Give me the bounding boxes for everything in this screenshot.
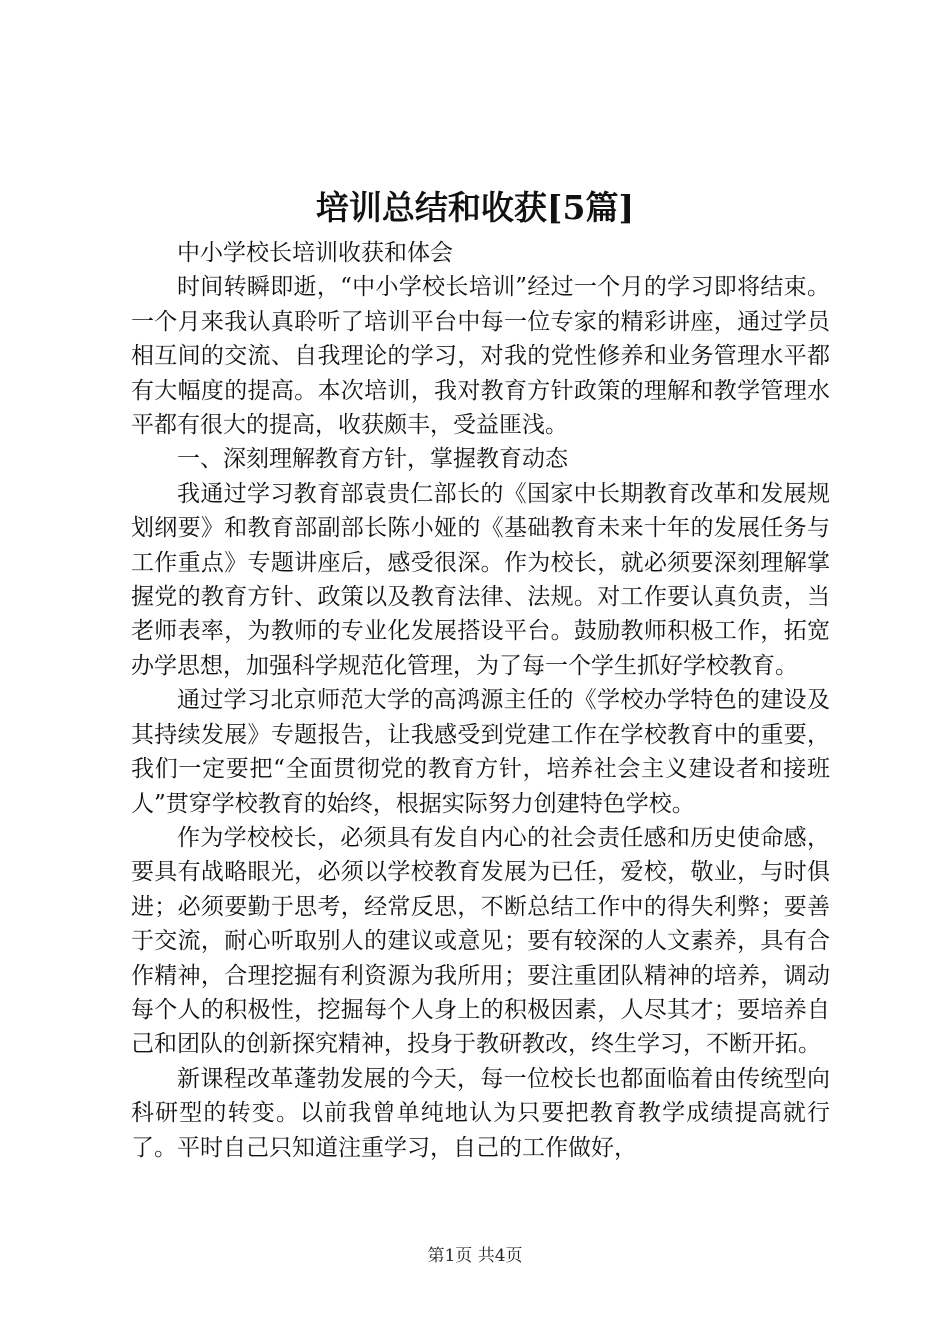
paragraph: 通过学习北京师范大学的高鸿源主任的《学校办学特色的建设及其持续发展》专题报告，让我感受到党建工作在学校教育中的重要，我们一定要把“全面贯彻党的教育方针，培养社会主义建设者和接班人”贯穿学校教育的始终，根据实际努力创建特色学校。 xyxy=(131,687,830,817)
section-heading: 一、深刻理解教育方针，掌握教育动态 xyxy=(177,446,568,473)
paragraph: 新课程改革蓬勃发展的今天，每一位校长也都面临着由传统型向科研型的转变。以前我曾单纯地认为只要把教育教学成绩提高就行了。平时自己只知道注重学习，自己的工作做好， xyxy=(131,1065,830,1161)
paragraph-intro: 时间转瞬即逝，“中小学校长培训”经过一个月的学习即将结束。一个月来我认真聆听了培训平台中每一位专家的精彩讲座，通过学员相互间的交流、自我理论的学习，对我的党性修养和业务管理水平都有大幅度的提高。本次培训，我对教育方针政策的理解和教学管理水平都有很大的提高，收获颇丰，受益匪浅。 xyxy=(131,274,830,439)
document-title: 培训总结和收获[5篇] xyxy=(315,188,635,227)
document-body xyxy=(131,236,830,1165)
page-footer: 第1页 共4页 xyxy=(427,1246,523,1266)
paragraph: 我通过学习教育部袁贵仁部长的《国家中长期教育改革和发展规划纲要》和教育部副部长陈小娅的《基础教育未来十年的发展任务与工作重点》专题讲座后，感受很深。作为校长，就必须要深刻理解掌握党的教育方针、政策以及教育法律、法规。对工作要认真负责，当老师表率，为教师的专业化发展搭设平台。鼓励教师积极工作，拓宽办学思想，加强科学规范化管理，为了每一个学生抓好学校教育。 xyxy=(131,480,830,679)
paragraph: 作为学校校长，必须具有发自内心的社会责任感和历史使命感，要具有战略眼光，必须以学校教育发展为已任，爱校，敬业，与时俱进；必须要勤于思考，经常反思，不断总结工作中的得失利弊；要善于交流，耐心听取别人的建议或意见；要有较深的人文素养，具有合作精神，合理挖掘有利资源为我所用；要注重团队精神的培养，调动每个人的积极性，挖掘每个人身上的积极因素，人尽其才；要培养自己和团队的创新探究精神，投身于教研教改，终生学习，不断开拓。 xyxy=(131,824,830,1058)
paragraph-subtitle: 中小学校长培训收获和体会 xyxy=(177,240,453,266)
